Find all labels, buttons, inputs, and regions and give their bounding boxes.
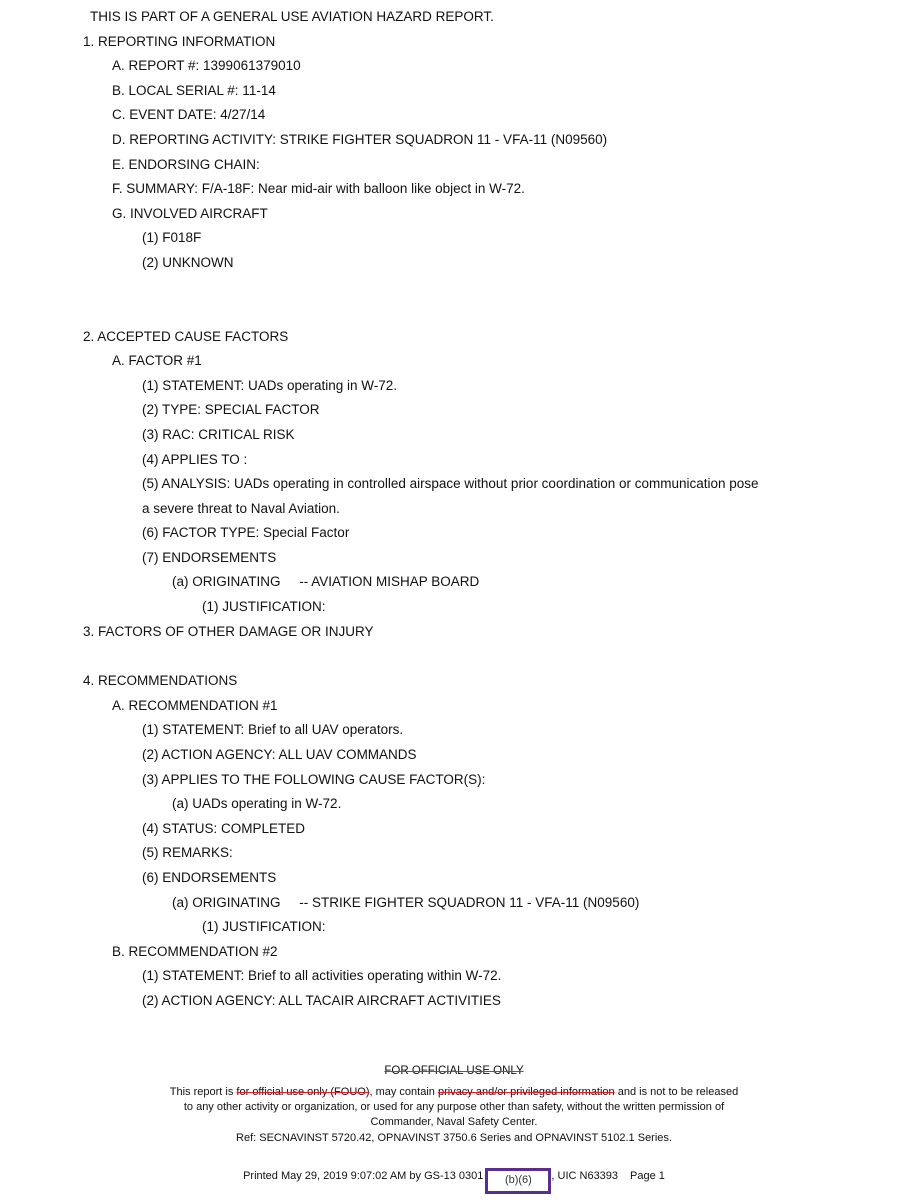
report-line: B. LOCAL SERIAL #: 11-14: [112, 82, 276, 98]
report-line: (5) REMARKS:: [142, 845, 233, 861]
footer: [0, 1064, 908, 1192]
release-notice-line: [0, 1115, 908, 1130]
release-notice-line: [0, 1100, 908, 1115]
report-line: A. FACTOR #1: [112, 353, 202, 369]
report-line: 1. REPORTING INFORMATION: [83, 33, 276, 49]
notice-text: This report is: [169, 1085, 237, 1098]
report-line: 2. ACCEPTED CAUSE FACTORS: [83, 328, 289, 344]
report-line: 4. RECOMMENDATIONS: [83, 673, 238, 689]
report-line: (4) APPLIES TO :: [142, 451, 248, 467]
report-line: (3) RAC: CRITICAL RISK: [142, 426, 295, 442]
page-number: Page 1: [630, 1170, 665, 1183]
report-line: (1) JUSTIFICATION:: [202, 919, 326, 935]
fouo-banner: [0, 1064, 908, 1079]
printed-suffix: , UIC N63393: [551, 1170, 619, 1183]
report-line: a severe threat to Naval Aviation.: [142, 500, 340, 516]
report-line: 3. FACTORS OF OTHER DAMAGE OR INJURY: [83, 623, 374, 639]
reference-line: Ref: SECNAVINST 5720.42, OPNAVINST 3750.6 Series and OPNAVINST 5102.1 Series.: [236, 1131, 672, 1144]
report-line: (1) JUSTIFICATION:: [202, 599, 326, 615]
printed-prefix: Printed May 29, 2019 9:07:02 AM by GS-13 0301: [243, 1170, 484, 1183]
notice-text: to any other activity or organization, or used for any purpose other than safety, without the written permission of: [183, 1101, 725, 1114]
notice-text: and is not to be released: [614, 1085, 739, 1098]
report-line: (a) UADs operating in W-72.: [172, 796, 342, 812]
report-line: (1) STATEMENT: Brief to all activities operating within W-72.: [142, 968, 502, 984]
report-line: (7) ENDORSEMENTS: [142, 549, 277, 565]
report-line: (2) ACTION AGENCY: ALL UAV COMMANDS: [142, 747, 417, 763]
report-line: A. REPORT #: 1399061379010: [112, 58, 301, 74]
report-line: F. SUMMARY: F/A-18F: Near mid-air with balloon like object in W-72.: [112, 181, 525, 197]
report-line: (5) ANALYSIS: UADs operating in controlled airspace without prior coordination or communication pose: [142, 476, 759, 492]
report-line: (4) STATUS: COMPLETED: [142, 820, 306, 836]
redaction-box: [485, 1168, 551, 1194]
struck-text: privacy and/or privileged information: [437, 1085, 615, 1098]
report-line: (3) APPLIES TO THE FOLLOWING CAUSE FACTOR(S):: [142, 771, 486, 787]
report-line: E. ENDORSING CHAIN:: [112, 156, 260, 172]
notice-text: Commander, Naval Safety Center.: [370, 1116, 538, 1129]
report-line: THIS IS PART OF A GENERAL USE AVIATION HAZARD REPORT.: [90, 9, 494, 24]
release-notice-line: [0, 1085, 908, 1100]
report-line: (1) STATEMENT: UADs operating in W-72.: [142, 377, 398, 393]
report-line: C. EVENT DATE: 4/27/14: [112, 107, 266, 123]
report-line: (2) TYPE: SPECIAL FACTOR: [142, 402, 320, 418]
report-line: A. RECOMMENDATION #1: [112, 697, 278, 713]
report-line: (1) F018F: [142, 230, 202, 246]
report-line: (1) STATEMENT: Brief to all UAV operators.: [142, 722, 404, 738]
notice-text: , may contain: [369, 1085, 438, 1098]
report-line: (2) ACTION AGENCY: ALL TACAIR AIRCRAFT ACTIVITIES: [142, 992, 501, 1008]
printed-line: [0, 1162, 908, 1192]
report-line: (2) UNKNOWN: [142, 254, 234, 270]
release-notice: [0, 1085, 908, 1131]
report-line: B. RECOMMENDATION #2: [112, 943, 278, 959]
struck-text: for official use only (FOUO): [236, 1085, 370, 1098]
report-line: D. REPORTING ACTIVITY: STRIKE FIGHTER SQUADRON 11 - VFA-11 (N09560): [112, 131, 608, 147]
report-line: (6) ENDORSEMENTS: [142, 870, 277, 885]
report-line: (a) ORIGINATING -- STRIKE FIGHTER SQUADRON 11 - VFA-11 (N09560): [172, 894, 640, 910]
report-line: (a) ORIGINATING -- AVIATION MISHAP BOARD: [172, 574, 480, 590]
fouo-banner-text: FOR OFFICIAL USE ONLY: [384, 1064, 524, 1077]
report-line: (6) FACTOR TYPE: Special Factor: [142, 525, 350, 541]
report-line: G. INVOLVED AIRCRAFT: [112, 205, 268, 221]
redaction-code: (b)(6): [504, 1174, 532, 1187]
